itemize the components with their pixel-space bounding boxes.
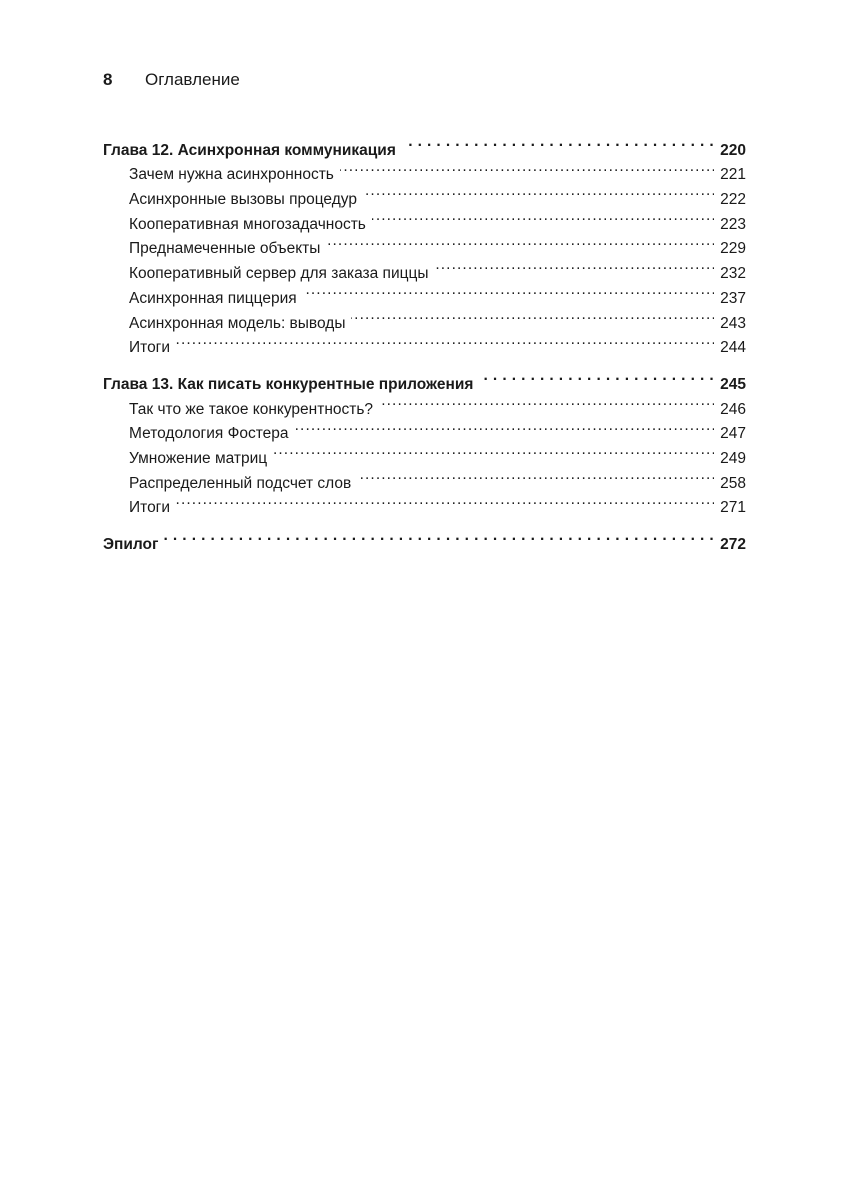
toc-entry-title: Кооперативная многозадачность — [129, 215, 366, 233]
section-title: Оглавление — [145, 70, 240, 89]
dot-leader — [435, 253, 715, 278]
dot-leader — [164, 524, 714, 549]
dot-leader — [402, 130, 714, 155]
toc-entry-title: Итоги — [129, 339, 170, 357]
dot-leader — [379, 389, 714, 414]
toc-chapter — [103, 130, 746, 357]
toc-entry-title: Умножение матриц — [129, 449, 268, 467]
dot-leader — [176, 488, 714, 513]
toc-page-number: 220 — [720, 141, 746, 159]
dot-leader — [351, 303, 714, 328]
toc-chapter-title: Глава 13. Как писать конкурентные приложения — [103, 375, 474, 393]
toc-entry-title: Итоги — [129, 499, 170, 517]
toc-entry-title: Так что же такое конкурентность? — [129, 400, 374, 418]
dot-leader — [303, 278, 714, 303]
toc-page-number: 247 — [720, 425, 746, 443]
toc-entry-title: Методология Фостера — [129, 425, 289, 443]
toc-chapter-entry[interactable] — [103, 130, 746, 159]
dot-leader — [326, 229, 714, 254]
toc-page-number: 249 — [720, 449, 746, 467]
toc-chapter — [103, 364, 746, 517]
toc-chapter-title: Глава 12. Асинхронная коммуникация — [103, 141, 396, 159]
toc-page-number: 245 — [720, 375, 746, 393]
dot-leader — [479, 364, 714, 389]
toc-entry-title: Кооперативный сервер для заказа пиццы — [129, 265, 429, 283]
dot-leader — [295, 414, 715, 439]
toc-page-number: 271 — [720, 499, 746, 517]
toc-entry[interactable] — [103, 328, 746, 357]
dot-leader — [273, 438, 714, 463]
toc-page-number: 221 — [720, 166, 746, 184]
toc-entry-title: Асинхронная пиццерия — [129, 289, 297, 307]
toc-entry-title: Асинхронные вызовы процедур — [129, 191, 357, 209]
toc-entry-title: Зачем нужна асинхронность — [129, 166, 334, 184]
toc-page-number: 232 — [720, 265, 746, 283]
dot-leader — [340, 155, 714, 180]
dot-leader — [176, 328, 714, 353]
toc-chapter-entry[interactable] — [103, 364, 746, 393]
toc-page-number: 229 — [720, 240, 746, 258]
toc-chapter-title: Эпилог — [103, 536, 159, 553]
toc-entry[interactable] — [103, 488, 746, 517]
toc-entry-title: Асинхронная модель: выводы — [129, 314, 346, 332]
dot-leader — [357, 463, 714, 488]
toc-entry-title: Распределенный подсчет слов — [129, 474, 352, 492]
toc-chapter-entry[interactable] — [103, 524, 746, 553]
toc-entry-title: Преднамеченные объекты — [129, 240, 321, 258]
table-of-contents — [103, 130, 746, 561]
dot-leader — [363, 179, 714, 204]
dot-leader — [372, 204, 714, 229]
toc-page-number: 272 — [720, 536, 746, 553]
toc-page-number: 222 — [720, 191, 746, 209]
toc-page-number: 223 — [720, 215, 746, 233]
toc-page-number: 243 — [720, 314, 746, 332]
toc-page-number: 258 — [720, 474, 746, 492]
toc-chapter — [103, 524, 746, 553]
toc-page-number: 244 — [720, 339, 746, 357]
toc-page-number: 246 — [720, 400, 746, 418]
running-head — [103, 69, 240, 91]
page-number: 8 — [103, 70, 113, 89]
toc-page-number: 237 — [720, 289, 746, 307]
